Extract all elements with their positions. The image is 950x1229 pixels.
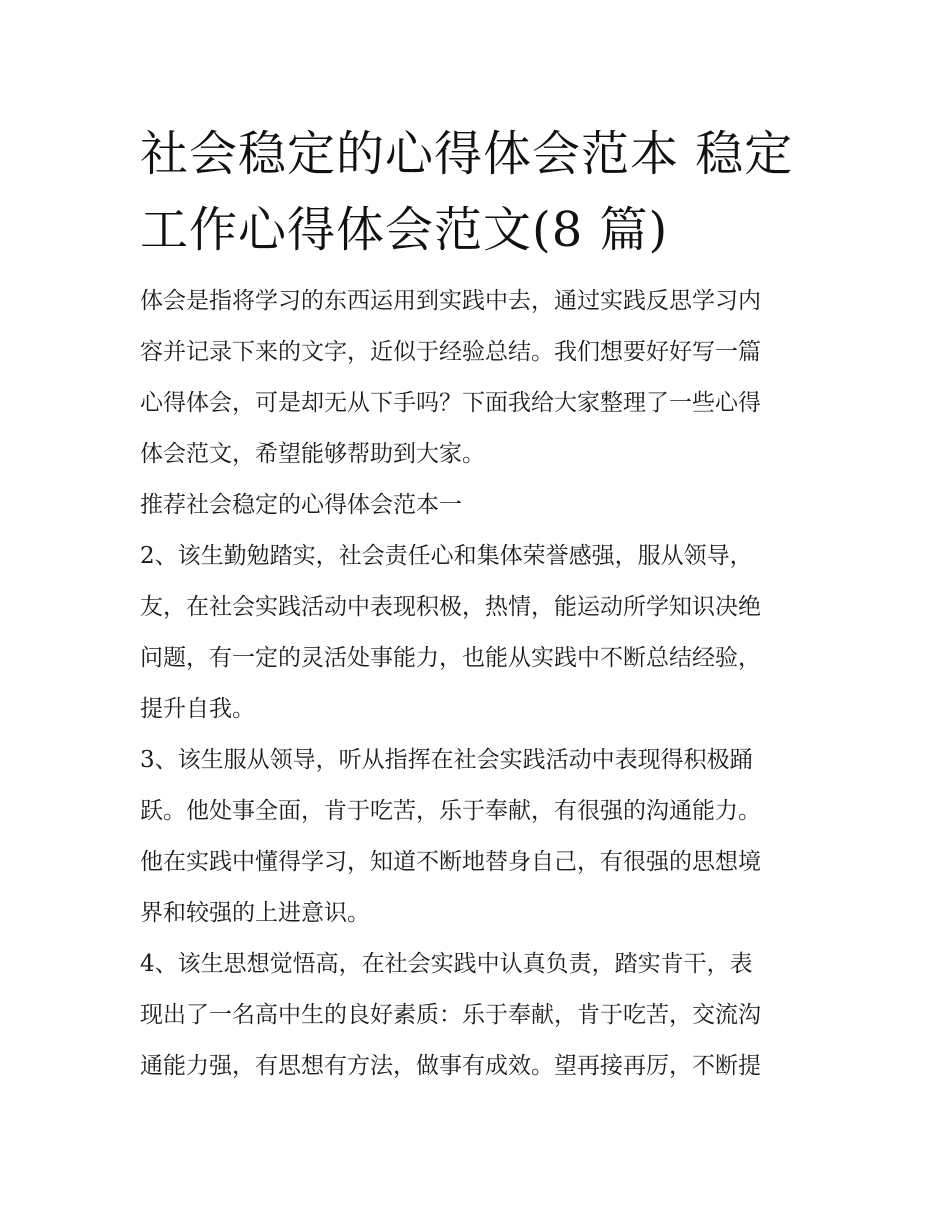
intro-line: 心得体会，可是却无从下手吗？下面我给大家整理了一些心得 bbox=[140, 390, 761, 416]
paragraph-line: 友，在社会实践活动中表现积极，热情，能运动所学知识决绝 bbox=[140, 594, 761, 620]
section-heading-text: 推荐社会稳定的心得体会范本一 bbox=[140, 492, 462, 518]
paragraph-item-2 bbox=[140, 531, 820, 735]
intro-paragraph bbox=[140, 276, 820, 480]
paragraph-item-3 bbox=[140, 735, 820, 939]
paragraph-line: 跃。他处事全面，肯于吃苦，乐于奉献，有很强的沟通能力。 bbox=[140, 798, 761, 824]
paragraph-item-4 bbox=[140, 939, 820, 1092]
document-title bbox=[140, 116, 820, 268]
document-body bbox=[140, 276, 820, 1092]
paragraph-line: 界和较强的上进意识。 bbox=[140, 900, 370, 926]
section-heading bbox=[140, 480, 820, 531]
paragraph-line: 4、该生思想觉悟高，在社会实践中认真负责，踏实肯干，表 bbox=[140, 951, 753, 977]
paragraph-line: 3、该生服从领导，听从指挥在社会实践活动中表现得积极踊 bbox=[140, 747, 753, 773]
title-line-1: 社会稳定的心得体会范本 稳定 bbox=[140, 126, 794, 182]
paragraph-line: 他在实践中懂得学习，知道不断地替身自己，有很强的思想境 bbox=[140, 849, 761, 875]
paragraph-line: 2、该生勤勉踏实，社会责任心和集体荣誉感强，服从领导， bbox=[140, 543, 753, 569]
paragraph-line: 现出了一名高中生的良好素质：乐于奉献，肯于吃苦，交流沟 bbox=[140, 1002, 761, 1028]
paragraph-line: 通能力强，有思想有方法，做事有成效。望再接再厉，不断提 bbox=[140, 1053, 761, 1079]
paragraph-line: 问题，有一定的灵活处事能力，也能从实践中不断总结经验， bbox=[140, 645, 761, 671]
title-line-2: 工作心得体会范文(8 篇) bbox=[140, 202, 669, 258]
intro-line: 体会范文，希望能够帮助到大家。 bbox=[140, 441, 485, 467]
intro-line: 体会是指将学习的东西运用到实践中去，通过实践反思学习内 bbox=[140, 288, 761, 314]
paragraph-line: 提升自我。 bbox=[140, 696, 255, 722]
intro-line: 容并记录下来的文字，近似于经验总结。我们想要好好写一篇 bbox=[140, 339, 761, 365]
